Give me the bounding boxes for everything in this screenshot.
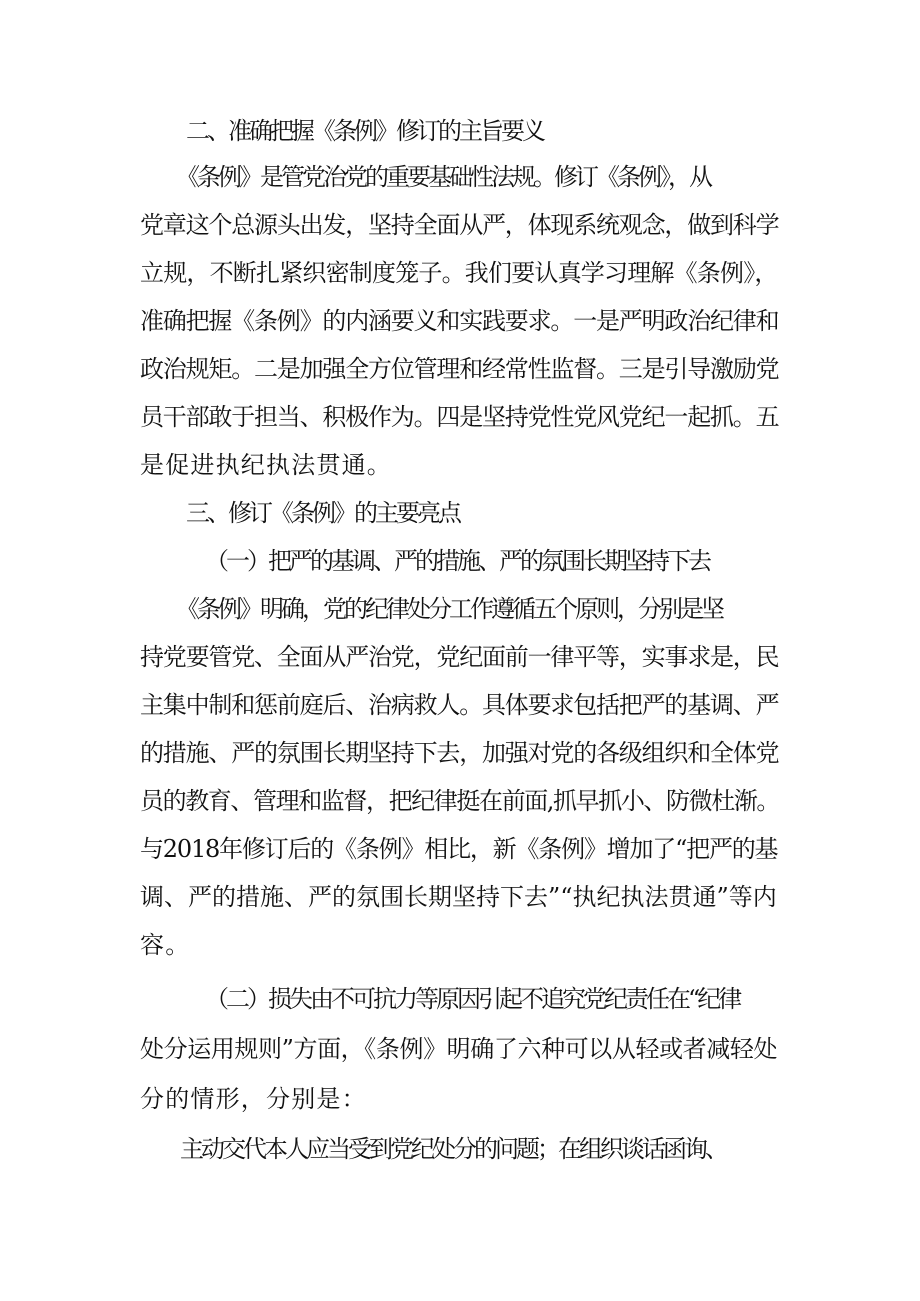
paragraph-line: 的措施、严的氛围长期坚持下去，加强对党的各级组织和全体党 (140, 739, 779, 767)
paragraph-line: 容。 (140, 931, 191, 959)
paragraph-line: 处分运用规则”方面，《条例》明确了六种可以从轻或者减轻处 (140, 1035, 778, 1063)
paragraph-line: 主动交代本人应当受到党纪处分的问题；在组织谈话函询、 (180, 1135, 726, 1163)
paragraph-line: 立规，不断扎紧织密制度笼子。我们要认真学习理解《条例》， (140, 259, 778, 287)
subsection-heading-1: （一）把严的基调、严的措施、严的氛围长期坚持下去 (205, 547, 709, 575)
paragraph-line: 《条例》是管党治党的重要基础性法规。修订《条例》，从 (176, 163, 710, 191)
paragraph-line: 调、严的措施、严的氛围长期坚持下去”“执纪执法贯通”等内 (140, 883, 777, 911)
paragraph-line: 员干部敢于担当、积极作为。四是坚持党性党风党纪一起抓。五 (140, 403, 779, 431)
paragraph-line: 政治规矩。二是加强全方位管理和经常性监督。三是引导激励党 (140, 355, 779, 383)
paragraph-line: 主集中制和惩前庭后、治病救人。具体要求包括把严的基调、严 (140, 691, 779, 719)
section-heading-2: 二、准确把握《条例》修订的主旨要义 (186, 117, 543, 145)
paragraph-line: 党章这个总源头出发，坚持全面从严，体现系统观念，做到科学 (140, 211, 779, 239)
section-heading-3: 三、修订《条例》的主要亮点 (186, 499, 459, 527)
paragraph-line: 《条例》明确，党的纪律处分工作遵循五个原则，分别是坚 (176, 595, 722, 623)
paragraph-line: 分的情形，分别是： (140, 1085, 367, 1113)
paragraph-line: 是促进执纪执法贯通。 (140, 451, 392, 479)
paragraph-line: 与2018年修订后的《条例》相比，新《条例》增加了“把严的基 (140, 835, 778, 863)
subsection-heading-2: （二）损失由不可抗力等原因引起不追究党纪责任在“纪律 (205, 985, 740, 1013)
paragraph-line: 员的教育、管理和监督，把纪律挺在前面,抓早抓小、防微杜渐。 (140, 787, 780, 815)
paragraph-line: 准确把握《条例》的内涵要义和实践要求。一是严明政治纪律和 (140, 307, 779, 335)
paragraph-line: 持党要管党、全面从严治党，党纪面前一律平等，实事求是，民 (140, 643, 779, 671)
